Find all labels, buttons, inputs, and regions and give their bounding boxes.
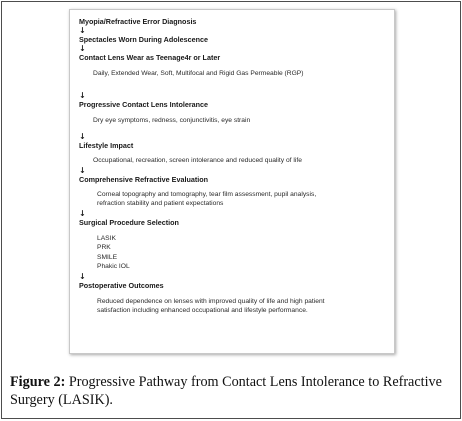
down-arrow-icon: ↓ — [79, 132, 86, 141]
step-contact-lens-wear — [79, 53, 389, 100]
step-lifestyle — [79, 141, 389, 175]
step-heading: Myopia/Refractive Error Diagnosis — [79, 17, 197, 26]
step-heading: Postoperative Outcomes — [79, 280, 164, 290]
step-outcomes — [79, 281, 389, 316]
down-arrow-icon: ↓ — [79, 26, 86, 35]
figure-caption — [10, 373, 458, 409]
step-heading: Lifestyle Impact — [79, 141, 134, 150]
step-heading: Surgical Procedure Selection — [79, 217, 179, 227]
flowchart — [79, 17, 389, 316]
procedure-item-lasik: LASIK — [97, 234, 116, 242]
step-heading: Progressive Contact Lens Intolerance — [79, 99, 209, 109]
procedure-item-smile: SMILE — [97, 253, 118, 261]
step-detail: Occupational, recreation, screen intolerance and reduced quality of life — [93, 157, 302, 164]
step-detail: Dry eye symptoms, redness, conjunctivitis, eye strain — [93, 116, 251, 124]
step-detail: Reduced dependence on lenses with improved quality of life and high patient — [97, 297, 325, 305]
procedure-item-phakic-iol: Phakic IOL — [97, 263, 130, 270]
caption-label: Figure 2: — [10, 374, 66, 390]
down-arrow-icon: ↓ — [79, 208, 86, 218]
step-procedure-selection — [79, 218, 389, 281]
step-detail: Corneal topography and tomography, tear film assessment, pupil analysis, — [97, 190, 317, 198]
down-arrow-icon: ↓ — [79, 271, 86, 281]
caption-text: Progressive Pathway from Contact Lens Intolerance to Refractive Surgery (LASIK). — [10, 374, 442, 408]
step-intolerance — [79, 100, 389, 142]
figure-frame — [1, 1, 461, 419]
step-heading: Comprehensive Refractive Evaluation — [79, 174, 209, 184]
procedure-item-prk: PRK — [97, 244, 111, 251]
down-arrow-icon: ↓ — [79, 90, 86, 100]
step-heading: Spectacles Worn During Adolescence — [79, 35, 209, 44]
step-detail: Daily, Extended Wear, Soft, Multifocal and Rigid Gas Permeable (RGP) — [93, 70, 304, 77]
down-arrow-icon: ↓ — [79, 165, 86, 175]
step-spectacles — [79, 35, 389, 53]
step-detail: refraction stability and patient expectations — [97, 200, 224, 207]
step-heading: Contact Lens Wear as Teenage4r or Later — [79, 53, 221, 62]
step-evaluation — [79, 175, 389, 218]
down-arrow-icon: ↓ — [79, 44, 86, 53]
flowchart-panel — [69, 9, 395, 354]
step-diagnosis — [79, 17, 389, 35]
step-detail: satisfaction including enhanced occupational and lifestyle performance. — [97, 307, 308, 314]
